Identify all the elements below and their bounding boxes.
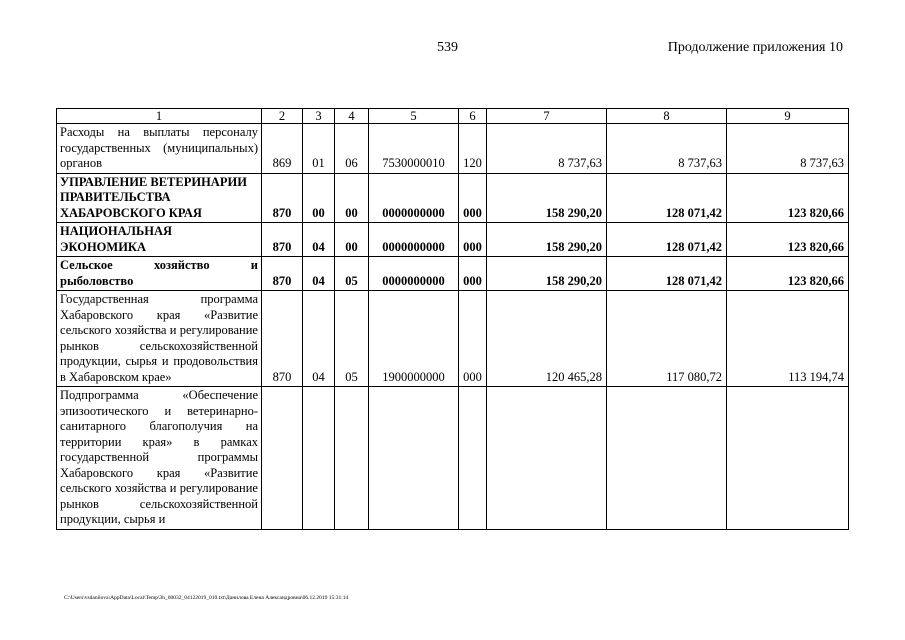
cell-c6: 000 bbox=[459, 291, 487, 387]
column-header: 2 bbox=[262, 109, 303, 124]
cell-c6: 120 bbox=[459, 124, 487, 174]
cell-c7: 158 290,20 bbox=[487, 223, 607, 257]
cell-c2 bbox=[262, 387, 303, 530]
cell-c5: 0000000000 bbox=[369, 223, 459, 257]
continuation-note: Продолжение приложения 10 bbox=[667, 40, 843, 55]
cell-c3: 00 bbox=[303, 173, 335, 223]
row-name: Сельское хозяйство и рыболовство bbox=[57, 257, 262, 291]
cell-c6: 000 bbox=[459, 223, 487, 257]
table-row bbox=[57, 387, 849, 530]
page-number: 539 bbox=[437, 40, 458, 55]
cell-c2: 870 bbox=[262, 223, 303, 257]
cell-c5: 7530000010 bbox=[369, 124, 459, 174]
row-name: Расходы на выплаты персоналу государственных (муниципальных) органов bbox=[57, 124, 262, 174]
cell-c6 bbox=[459, 387, 487, 530]
cell-c3: 01 bbox=[303, 124, 335, 174]
cell-c6: 000 bbox=[459, 173, 487, 223]
column-header: 1 bbox=[57, 109, 262, 124]
footer-path: C:\Users\vsdanilova\AppData\Local\Temp\3h_00032_04122019_010.txt\Данилова Елена Александровна\06.12.2019 15:31:14 bbox=[64, 595, 349, 601]
cell-c7: 158 290,20 bbox=[487, 257, 607, 291]
cell-c4: 06 bbox=[335, 124, 369, 174]
cell-c3: 04 bbox=[303, 257, 335, 291]
cell-c5: 1900000000 bbox=[369, 291, 459, 387]
column-header: 5 bbox=[369, 109, 459, 124]
column-header: 4 bbox=[335, 109, 369, 124]
column-header: 3 bbox=[303, 109, 335, 124]
cell-c9: 123 820,66 bbox=[727, 223, 849, 257]
cell-c3: 04 bbox=[303, 223, 335, 257]
cell-c3 bbox=[303, 387, 335, 530]
budget-table bbox=[56, 108, 849, 530]
column-header: 6 bbox=[459, 109, 487, 124]
cell-c2: 869 bbox=[262, 124, 303, 174]
cell-c8: 128 071,42 bbox=[607, 173, 727, 223]
table-row bbox=[57, 291, 849, 387]
cell-c8: 117 080,72 bbox=[607, 291, 727, 387]
table-row bbox=[57, 124, 849, 174]
cell-c4: 05 bbox=[335, 291, 369, 387]
cell-c8: 128 071,42 bbox=[607, 223, 727, 257]
cell-c8: 8 737,63 bbox=[607, 124, 727, 174]
cell-c9: 123 820,66 bbox=[727, 173, 849, 223]
table-row bbox=[57, 223, 849, 257]
cell-c2: 870 bbox=[262, 173, 303, 223]
cell-c2: 870 bbox=[262, 257, 303, 291]
cell-c9: 123 820,66 bbox=[727, 257, 849, 291]
cell-c8 bbox=[607, 387, 727, 530]
row-name: УПРАВЛЕНИЕ ВЕТЕРИНАРИИ ПРАВИТЕЛЬСТВА ХАБАРОВСКОГО КРАЯ bbox=[57, 173, 262, 223]
cell-c6: 000 bbox=[459, 257, 487, 291]
cell-c7 bbox=[487, 387, 607, 530]
row-name: Государственная программа Хабаровского края «Развитие сельского хозяйства и регулирование рынков сельскохозяйственной продукции, сырья и продовольствия в Хабаровском крае» bbox=[57, 291, 262, 387]
table-row bbox=[57, 257, 849, 291]
cell-c5: 0000000000 bbox=[369, 173, 459, 223]
cell-c5 bbox=[369, 387, 459, 530]
cell-c2: 870 bbox=[262, 291, 303, 387]
row-name: НАЦИОНАЛЬНАЯ ЭКОНОМИКА bbox=[57, 223, 262, 257]
cell-c8: 128 071,42 bbox=[607, 257, 727, 291]
cell-c4: 05 bbox=[335, 257, 369, 291]
cell-c7: 158 290,20 bbox=[487, 173, 607, 223]
row-name: Подпрограмма «Обеспечение эпизоотического и ветеринарно-санитарного благополучия на территории края» в рамках государственной программы Хабаровского края «Развитие сельского хозяйства и регулирование рынков сельскохозяйственной продукции, сырья и bbox=[57, 387, 262, 530]
column-header: 8 bbox=[607, 109, 727, 124]
cell-c7: 120 465,28 bbox=[487, 291, 607, 387]
column-header: 9 bbox=[727, 109, 849, 124]
cell-c4 bbox=[335, 387, 369, 530]
cell-c4: 00 bbox=[335, 223, 369, 257]
cell-c5: 0000000000 bbox=[369, 257, 459, 291]
cell-c9: 113 194,74 bbox=[727, 291, 849, 387]
cell-c4: 00 bbox=[335, 173, 369, 223]
cell-c9 bbox=[727, 387, 849, 530]
cell-c7: 8 737,63 bbox=[487, 124, 607, 174]
cell-c3: 04 bbox=[303, 291, 335, 387]
column-header: 7 bbox=[487, 109, 607, 124]
table-row bbox=[57, 173, 849, 223]
cell-c9: 8 737,63 bbox=[727, 124, 849, 174]
table-header-row bbox=[57, 109, 849, 124]
